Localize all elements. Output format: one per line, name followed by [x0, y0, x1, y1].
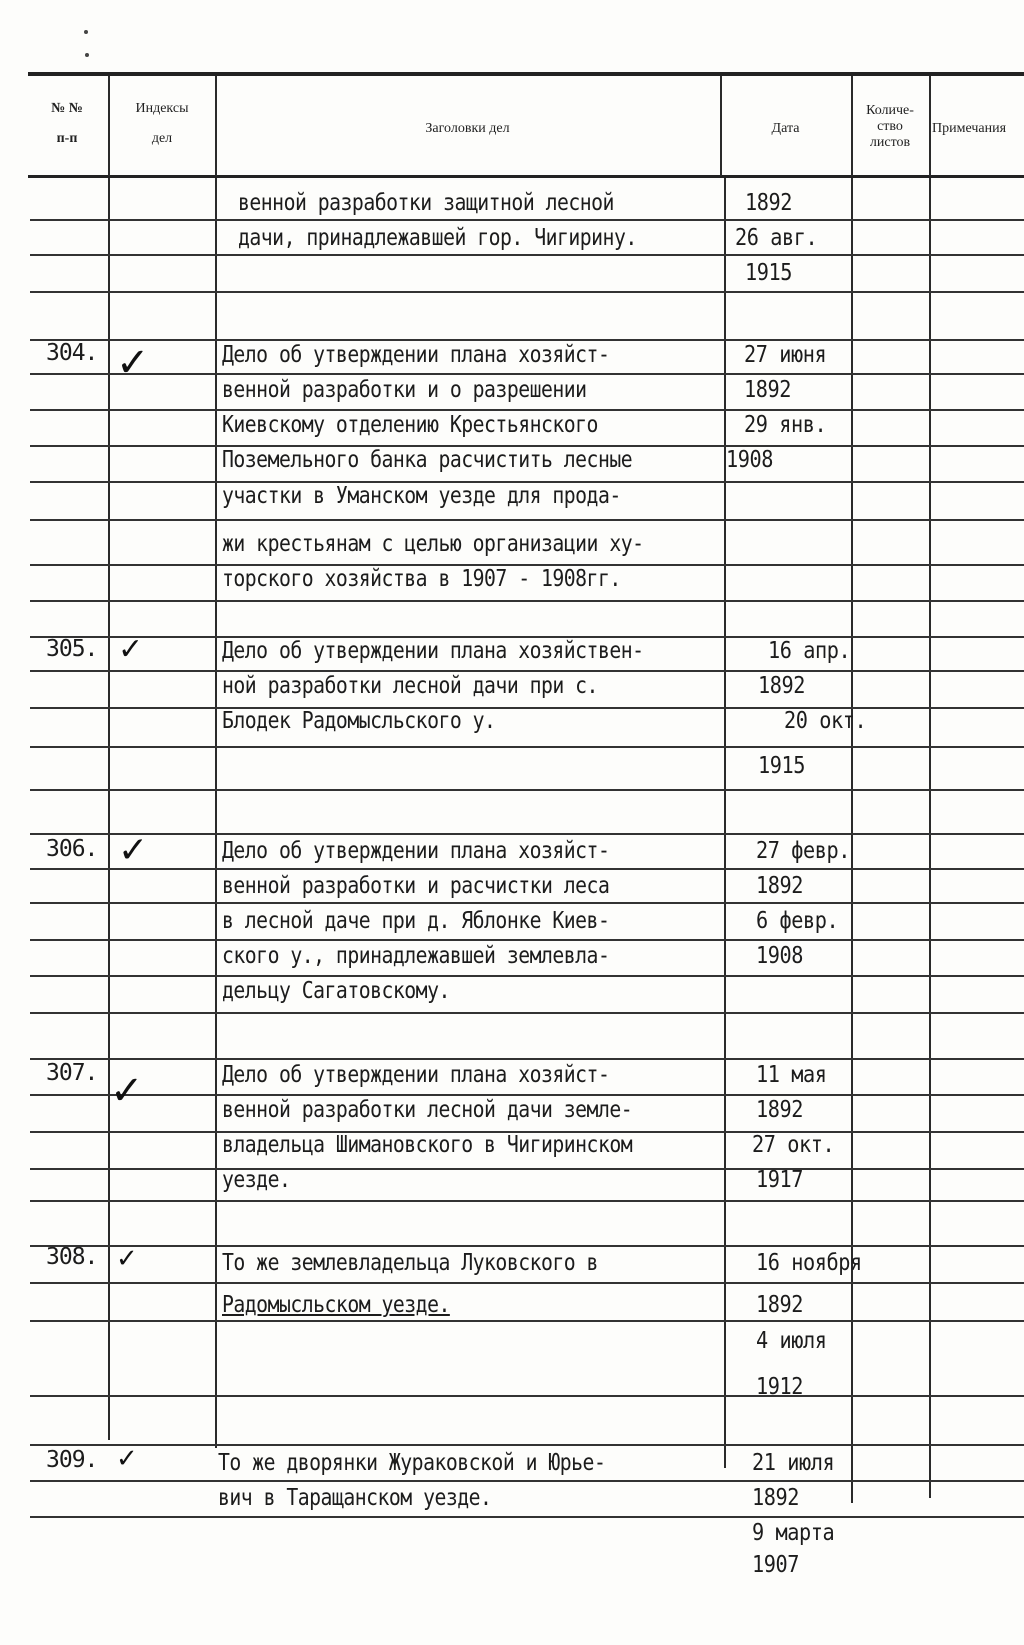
- ruled-line: [30, 939, 1024, 941]
- date-line: 1892: [758, 673, 805, 699]
- column-divider: [215, 178, 217, 1448]
- ruled-line: [30, 339, 1024, 341]
- title-line: То же землевладельца Луковского в: [222, 1250, 598, 1276]
- ruled-line: [30, 1058, 1024, 1060]
- ruled-line: [30, 670, 1024, 672]
- date-line: 1892: [756, 873, 803, 899]
- date-line: 1892: [744, 377, 791, 403]
- paper-speck: [85, 53, 89, 57]
- ruled-line: [30, 291, 1024, 293]
- check-mark-icon: ✓: [116, 340, 150, 386]
- column-divider: [108, 178, 110, 1440]
- case-number: 308.: [46, 1244, 98, 1270]
- date-line: 1917: [756, 1167, 803, 1193]
- title-line: Дело об утверждении плана хозяйст-: [222, 838, 610, 864]
- header-number-line: п-п: [56, 131, 78, 146]
- column-divider: [724, 178, 726, 1468]
- header-index-line: Индексы: [135, 101, 189, 116]
- title-line: венной разработки защитной лесной: [238, 190, 614, 216]
- ruled-line: [30, 1282, 1024, 1284]
- date-line: 6 февр.: [756, 908, 839, 934]
- case-number: 304.: [46, 340, 98, 366]
- title-line: венной разработки и о разрешении: [222, 377, 587, 403]
- date-line: 1912: [756, 1374, 803, 1400]
- ruled-line: [30, 1200, 1024, 1202]
- ruled-line: [30, 219, 1024, 221]
- case-number: 307.: [46, 1060, 98, 1086]
- title-line: Блодек Радомысльского у.: [222, 708, 496, 734]
- check-mark-icon: ✓: [118, 632, 144, 667]
- ruled-line: [30, 1395, 1024, 1397]
- case-number: 309.: [46, 1447, 98, 1473]
- header-title: Заголовки дел: [425, 121, 510, 136]
- header-sheets-line: Количе-: [866, 103, 914, 118]
- ruled-line: [30, 519, 1024, 521]
- date-line: 1908: [726, 447, 773, 473]
- header-sheets-line: листов: [869, 135, 911, 150]
- header-number-line: № №: [51, 101, 83, 116]
- title-line: ского у., принадлежавшей землевла-: [222, 943, 610, 969]
- title-line: Радомысльском уезде.: [222, 1292, 450, 1318]
- ruled-line: [30, 1516, 1024, 1518]
- date-line: 1892: [752, 1485, 799, 1511]
- check-mark-icon: ✓: [110, 1068, 144, 1114]
- column-divider: [929, 178, 931, 1498]
- column-divider: [851, 178, 853, 1503]
- date-line: 1892: [745, 190, 792, 216]
- ruled-line: [30, 1480, 1024, 1482]
- title-line: торского хозяйства в 1907 - 1908гг.: [222, 566, 621, 592]
- title-line: ной разработки лесной дачи при с.: [222, 673, 598, 699]
- column-divider: [929, 76, 931, 176]
- ruled-line: [30, 789, 1024, 791]
- date-line: 1915: [745, 260, 792, 286]
- header-bottom-rule: [28, 175, 1024, 178]
- title-line: вич в Таращанском уезде.: [218, 1485, 492, 1511]
- ruled-line: [30, 1012, 1024, 1014]
- date-line: 16 ноября: [756, 1250, 862, 1276]
- ruled-line: [30, 409, 1024, 411]
- ruled-line: [30, 746, 1024, 748]
- title-line: венной разработки лесной дачи земле-: [222, 1097, 633, 1123]
- title-line: участки в Уманском уезде для прода-: [222, 483, 621, 509]
- title-line: уезде.: [222, 1167, 291, 1193]
- date-line: 27 окт.: [752, 1132, 835, 1158]
- ruled-line: [30, 1168, 1024, 1170]
- title-line: дачи, принадлежавшей гор. Чигирину.: [238, 225, 637, 251]
- column-divider: [108, 76, 110, 176]
- date-line: 1892: [756, 1097, 803, 1123]
- check-mark-icon: ✓: [116, 1244, 138, 1274]
- ruled-line: [30, 1444, 1024, 1446]
- title-line: Киевскому отделению Крестьянского: [222, 412, 598, 438]
- date-line: 29 янв.: [744, 412, 827, 438]
- title-line: То же дворянки Жураковской и Юрье-: [218, 1450, 606, 1476]
- header-notes: Примечания: [932, 121, 1007, 136]
- date-line: 27 февр.: [756, 838, 850, 864]
- header-sheets: [851, 103, 929, 151]
- title-line: владельца Шимановского в Чигиринском: [222, 1132, 633, 1158]
- title-line: Дело об утверждении плана хозяйствен-: [222, 638, 644, 664]
- header-top-rule: [28, 72, 1024, 76]
- ruled-line: [30, 1094, 1024, 1096]
- title-line: жи крестьянам с целью организации ху-: [222, 531, 644, 557]
- date-line: 4 июля: [756, 1328, 827, 1354]
- ruled-line: [30, 975, 1024, 977]
- case-number: 305.: [46, 636, 98, 662]
- header-number: [32, 100, 102, 148]
- title-line: дельцу Сагатовскому.: [222, 978, 450, 1004]
- date-line: 1915: [758, 753, 805, 779]
- title-line: венной разработки и расчистки леса: [222, 873, 610, 899]
- ruled-line: [30, 1245, 1024, 1247]
- header-index: [112, 100, 212, 148]
- date-line: 9 марта: [752, 1520, 835, 1546]
- check-mark-icon: ✓: [118, 830, 149, 871]
- paper-speck: [84, 30, 88, 34]
- date-line: 1908: [756, 943, 803, 969]
- date-line: 1892: [756, 1292, 803, 1318]
- date-line: 26 авг.: [735, 225, 818, 251]
- ruled-line: [30, 707, 1024, 709]
- date-line: 1907: [752, 1552, 799, 1578]
- ruled-line: [30, 373, 1024, 375]
- ruled-line: [30, 600, 1024, 602]
- case-number: 306.: [46, 836, 98, 862]
- ruled-line: [30, 833, 1024, 835]
- date-line: 16 апр.: [768, 638, 851, 664]
- date-line: 11 мая: [756, 1062, 827, 1088]
- ruled-line: [30, 1320, 1024, 1322]
- title-line: Дело об утверждении плана хозяйст-: [222, 1062, 610, 1088]
- title-line: Поземельного банка расчистить лесные: [222, 447, 633, 473]
- ruled-line: [30, 902, 1024, 904]
- title-line: в лесной даче при д. Яблонке Киев-: [222, 908, 610, 934]
- header-date: Дата: [771, 121, 800, 136]
- title-line: Дело об утверждении плана хозяйст-: [222, 342, 610, 368]
- header-sheets-line: ство: [877, 119, 903, 134]
- check-mark-icon: ✓: [116, 1444, 138, 1474]
- date-line: 21 июля: [752, 1450, 835, 1476]
- header-index-line: дел: [151, 131, 173, 146]
- ruled-line: [30, 254, 1024, 256]
- date-line: 27 июня: [744, 342, 827, 368]
- date-line: 20 окт.: [784, 708, 867, 734]
- ruled-line: [30, 868, 1024, 870]
